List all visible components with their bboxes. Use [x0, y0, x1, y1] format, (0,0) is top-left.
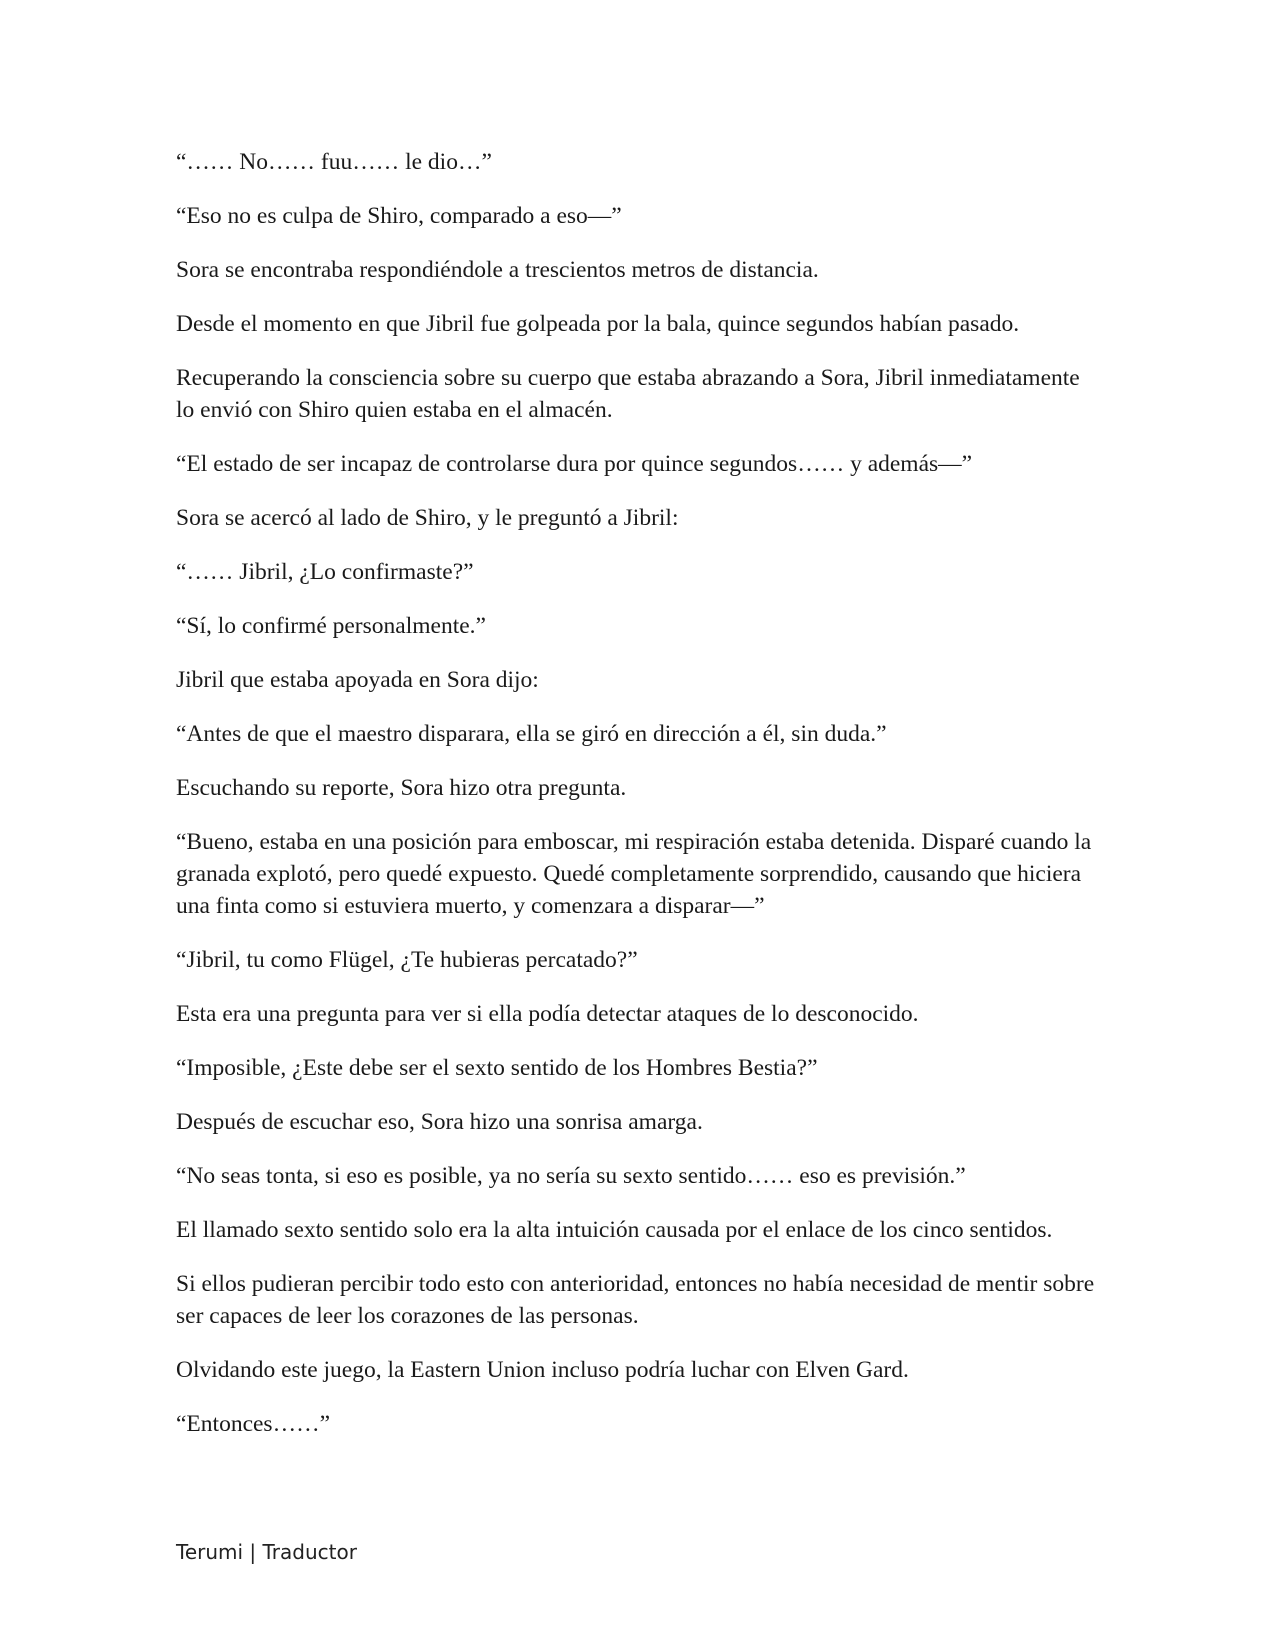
- paragraph: Desde el momento en que Jibril fue golpeada por la bala, quince segundos habían pasado.: [176, 311, 1020, 337]
- paragraph: Recuperando la consciencia sobre su cuerpo que estaba abrazando a Sora, Jibril inmediatamente lo envió con Shiro quien estaba en el almacén.: [176, 365, 1080, 423]
- paragraph: “…… Jibril, ¿Lo confirmaste?”: [176, 559, 474, 585]
- paragraph: “Imposible, ¿Este debe ser el sexto sentido de los Hombres Bestia?”: [176, 1055, 818, 1081]
- paragraph: “Jibril, tu como Flügel, ¿Te hubieras percatado?”: [176, 947, 638, 973]
- paragraph: “Entonces……”: [176, 1411, 331, 1437]
- paragraph: Sora se acercó al lado de Shiro, y le preguntó a Jibril:: [176, 505, 679, 531]
- paragraph: Jibril que estaba apoyada en Sora dijo:: [176, 667, 539, 693]
- paragraph: Sora se encontraba respondiéndole a trescientos metros de distancia.: [176, 257, 819, 283]
- paragraph: Si ellos pudieran percibir todo esto con anterioridad, entonces no había necesidad de mentir sobre ser capaces de leer los corazones de las personas.: [176, 1271, 1095, 1329]
- paragraph: “El estado de ser incapaz de controlarse dura por quince segundos…… y además—”: [176, 451, 973, 477]
- paragraph: “…… No…… fuu…… le dio…”: [176, 149, 492, 175]
- document-body: [176, 146, 1096, 1462]
- paragraph: Escuchando su reporte, Sora hizo otra pregunta.: [176, 775, 627, 801]
- paragraph: Después de escuchar eso, Sora hizo una sonrisa amarga.: [176, 1109, 703, 1135]
- paragraph: “No seas tonta, si eso es posible, ya no sería su sexto sentido…… eso es previsión.”: [176, 1163, 966, 1189]
- page-footer: Terumi | Traductor: [176, 1540, 357, 1564]
- paragraph: Esta era una pregunta para ver si ella podía detectar ataques de lo desconocido.: [176, 1001, 919, 1027]
- paragraph: “Eso no es culpa de Shiro, comparado a eso—”: [176, 203, 622, 229]
- paragraph: Olvidando este juego, la Eastern Union incluso podría luchar con Elven Gard.: [176, 1357, 909, 1383]
- paragraph: El llamado sexto sentido solo era la alta intuición causada por el enlace de los cinco sentidos.: [176, 1217, 1053, 1243]
- paragraph: “Antes de que el maestro disparara, ella se giró en dirección a él, sin duda.”: [176, 721, 887, 747]
- paragraph: “Bueno, estaba en una posición para emboscar, mi respiración estaba detenida. Disparé cuando la granada explotó, pero quedé expuesto. Quedé completamente sorprendido, causando que hiciera una finta como si estuviera muerto, y comenzara a disparar—”: [176, 829, 1092, 919]
- paragraph: “Sí, lo confirmé personalmente.”: [176, 613, 486, 639]
